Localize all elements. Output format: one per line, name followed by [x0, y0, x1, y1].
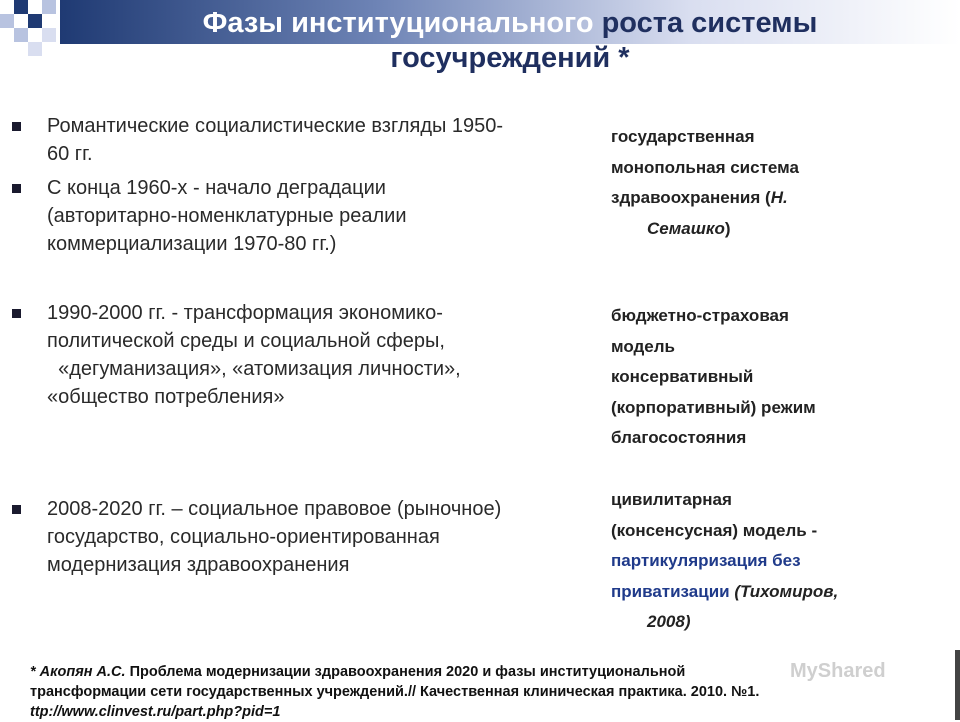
bullet-text: коммерциализации 1970-80 гг.)	[47, 233, 337, 255]
model-text: )	[724, 218, 731, 238]
citation-text: трансформации сети государственных учреждений.// Качественная клиническая практика. 2010. №1.	[30, 684, 760, 700]
model-author: Семашко	[647, 218, 725, 238]
model-text: цивилитарная	[611, 490, 732, 509]
model-text: бюджетно-страховая	[611, 306, 789, 325]
deco-square	[0, 14, 14, 28]
citation-author: * Акопян А.С.	[30, 664, 126, 680]
list-item	[10, 495, 600, 579]
bullet-text: С конца 1960-х - начало деградации	[47, 177, 386, 199]
list-item	[10, 174, 600, 258]
deco-square	[14, 28, 28, 42]
list-item	[10, 299, 600, 411]
edge-divider	[955, 650, 960, 720]
bullet-text: модернизация здравоохранения	[47, 554, 350, 576]
deco-square	[14, 0, 28, 14]
model-text: модель	[611, 336, 676, 356]
model-text: (корпоративный) режим	[611, 397, 816, 417]
model-text: монопольная система	[611, 157, 799, 177]
bullet-square-icon	[12, 122, 21, 131]
bullet-text: 1990-2000 гг. - трансформация экономико-	[47, 302, 443, 324]
bullet-text: политической среды и социальной сферы,	[47, 330, 445, 352]
watermark-logo: MyShared	[790, 660, 886, 682]
model-text: здравоохранения (	[611, 188, 771, 207]
model-text: консервативный	[611, 367, 754, 386]
citation-link[interactable]: ttp://www.clinvest.ru/part.php?pid=1	[30, 704, 281, 720]
bullet-text: 60 гг.	[47, 143, 93, 165]
deco-square	[42, 28, 56, 42]
bullet-text: 2008-2020 гг. – социальное правовое (рыночное)	[47, 498, 502, 520]
model-text: (консенсусная) модель -	[611, 520, 818, 540]
title-line1-white: Фазы институционального	[202, 7, 594, 39]
bullet-text: (авторитарно-номенклатурные реалии	[47, 205, 407, 227]
citation-text: Проблема модернизации здравоохранения 2020 и фазы институциональной	[125, 664, 686, 680]
bullet-text: государство, социально-ориентированная	[47, 526, 440, 548]
model-budget-insurance	[611, 301, 951, 454]
model-text-accent: приватизации	[611, 581, 730, 601]
model-year: 2008)	[647, 612, 691, 631]
model-author: (Тихомиров,	[729, 581, 839, 601]
list-item	[10, 112, 600, 168]
title-line2: госучреждений *	[390, 42, 630, 74]
model-civilitarian	[611, 485, 951, 638]
model-text: благосостояния	[611, 428, 747, 447]
bullet-square-icon	[12, 184, 21, 193]
bullet-square-icon	[12, 309, 21, 318]
title-line1-dark: роста системы	[593, 7, 818, 39]
bullet-text: «общество потребления»	[47, 386, 285, 408]
deco-square	[42, 0, 56, 14]
deco-square	[28, 14, 42, 28]
bullet-square-icon	[12, 505, 21, 514]
model-state-monopoly	[611, 122, 951, 244]
slide-title	[60, 6, 960, 76]
model-text-accent: партикуляризация без	[611, 551, 801, 570]
model-text: государственная	[611, 127, 755, 146]
bullet-text: Романтические социалистические взгляды 1950-	[47, 115, 504, 137]
model-author: Н.	[770, 188, 788, 207]
bullet-text: «дегуманизация», «атомизация личности»,	[47, 358, 461, 380]
deco-square	[28, 42, 42, 56]
